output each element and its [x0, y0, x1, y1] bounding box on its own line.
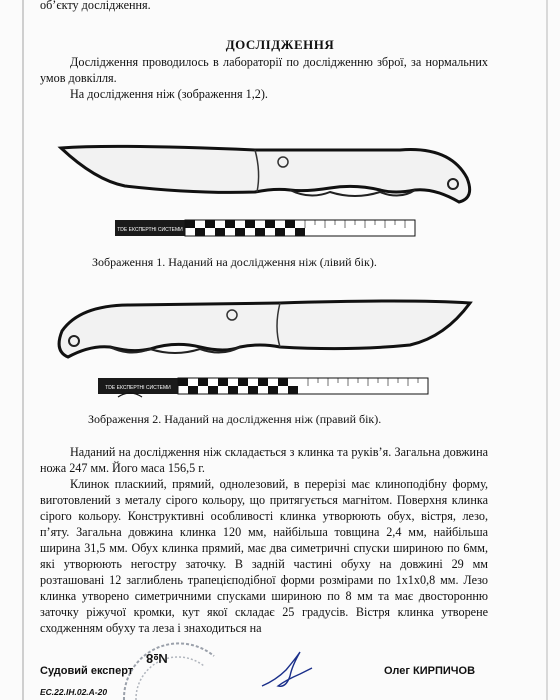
footer-code: ЕС.22.ІН.02.А-20	[40, 687, 108, 697]
ruler-label-1: TDE ЕКСПЕРТНІ СИСТЕМИ	[117, 227, 183, 233]
knife-left-image	[55, 128, 485, 258]
paragraph-knife-overview: Наданий на дослідження ніж складається з клинка та руків’я. Загальна довжина ножа 247 мм. Його маса 156,5 г.	[40, 445, 488, 475]
page-left-edge	[22, 0, 24, 700]
intro-line-2: На дослідження ніж (зображення 1,2).	[70, 87, 268, 101]
signature	[256, 646, 316, 692]
figure-1-caption: Зображення 1. Наданий на дослідження ніж (лівий бік).	[92, 255, 377, 269]
page-right-edge	[546, 0, 548, 700]
figure-2-caption: Зображення 2. Наданий на дослідження ніж (правий бік).	[88, 412, 382, 426]
paragraph-blade-description: Клинок пласкиий, прямий, однолезовий, в перерізі має клиноподібну форму, виготовлений з металу сірого кольору, що притягується магнітом. Поверхня клинка сірого кольору. Конструктивні особливості клинка утворюють обух, вістря, лезо, п’яту. Загальна довжина клинка 120 мм, найбільша товщина 2,4 мм, найбільша ширина 31,5 мм. Обух клинка прямий, має два симетричні спуски шириною по 6мм, які утворюють негостру заточку. В задній частині обуху на довжині 29 мм розташовані 12 заглиблень трапецієподібної форми розмірами по 1x1x0,8 мм. Лезо клинка утворено симетричними спусками шириною по 8 мм та має двосторонню заточку ріжучої кромки, кут якої складає 25 градусів. Вістря клинка утворене сходженням обуху та леза і знаходиться на	[40, 477, 488, 635]
intro-paragraph: Дослідження проводилось в лабораторії по дослідженню зброї, за нормальних умов довкілля.	[40, 55, 488, 85]
stamp-number: №8	[146, 651, 168, 666]
footer-name: Олег КИРПИЧОВ	[384, 665, 476, 677]
top-line: об’єкту дослідження.	[40, 0, 151, 12]
section-heading: ДОСЛІДЖЕННЯ	[225, 37, 335, 52]
knife-right-image	[50, 285, 480, 415]
footer-role: Судовий експерт	[40, 665, 134, 677]
ruler-label-2: TDE ЕКСПЕРТНІ СИСТЕМИ	[105, 385, 171, 391]
